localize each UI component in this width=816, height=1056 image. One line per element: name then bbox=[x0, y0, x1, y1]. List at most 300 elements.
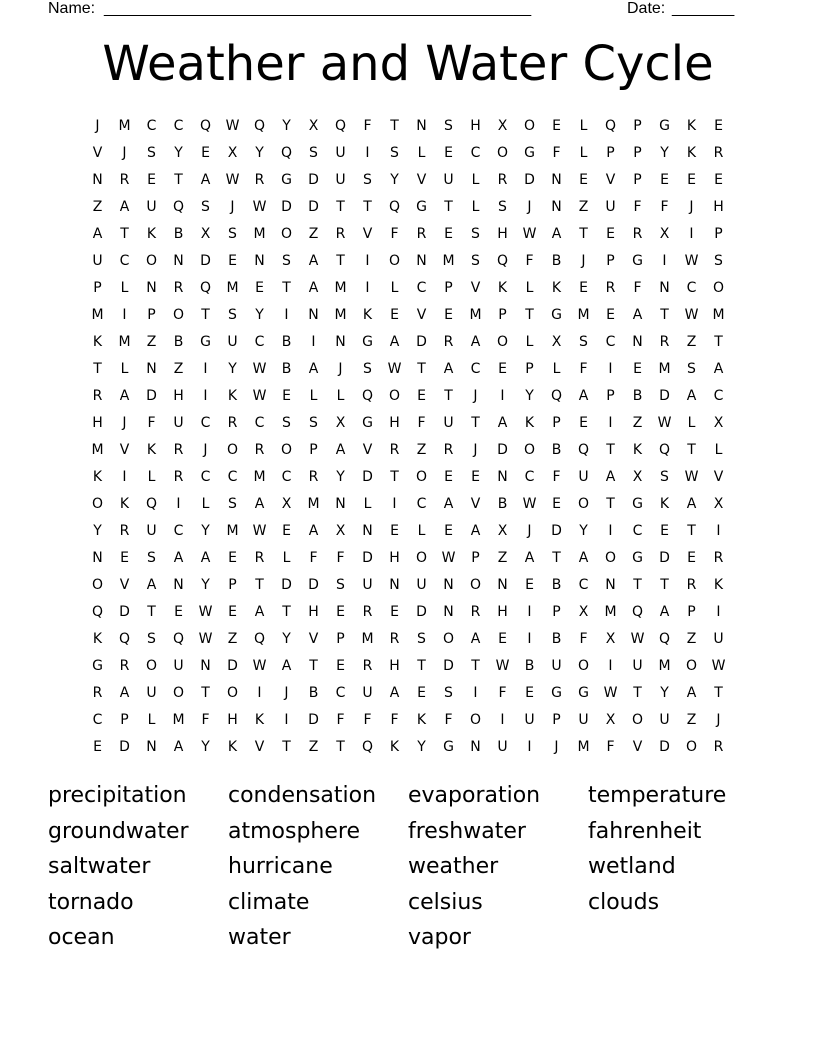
grid-letter: P bbox=[309, 442, 318, 458]
grid-letter: W bbox=[684, 307, 699, 323]
grid-letter: M bbox=[658, 658, 671, 674]
grid-letter: E bbox=[579, 172, 588, 188]
grid-letter: G bbox=[659, 118, 670, 134]
grid-letter: K bbox=[524, 415, 535, 431]
grid-letter: P bbox=[633, 118, 642, 134]
grid-letter: E bbox=[606, 226, 615, 242]
grid-letter: L bbox=[390, 280, 399, 296]
grid-letter: P bbox=[606, 145, 615, 161]
grid-letter: E bbox=[444, 145, 453, 161]
grid-letter: N bbox=[443, 604, 454, 620]
grid-letter: V bbox=[470, 496, 481, 512]
grid-letter: E bbox=[714, 172, 723, 188]
grid-letter: D bbox=[308, 172, 319, 188]
word-list-item: groundwater bbox=[48, 818, 189, 844]
grid-row bbox=[84, 680, 732, 707]
grid-letter: Q bbox=[199, 118, 212, 134]
name-line: ________________________________________________ bbox=[104, 0, 532, 17]
grid-letter: C bbox=[578, 577, 589, 593]
grid-letter: T bbox=[633, 577, 642, 593]
grid-letter: W bbox=[198, 631, 213, 647]
grid-letter: R bbox=[443, 442, 454, 458]
grid-letter: V bbox=[605, 172, 616, 188]
grid-letter: U bbox=[578, 469, 589, 485]
grid-letter: S bbox=[444, 685, 453, 701]
grid-letter: B bbox=[524, 658, 535, 674]
grid-letter: E bbox=[579, 280, 588, 296]
grid-letter: H bbox=[389, 550, 400, 566]
grid-letter: U bbox=[173, 415, 184, 431]
grid-letter: C bbox=[119, 253, 130, 269]
grid-letter: O bbox=[685, 658, 698, 674]
grid-letter: R bbox=[308, 469, 319, 485]
grid-letter: V bbox=[713, 469, 724, 485]
grid-letter: N bbox=[497, 577, 508, 593]
grid-letter: P bbox=[471, 550, 480, 566]
grid-letter: U bbox=[92, 253, 103, 269]
grid-letter: M bbox=[172, 712, 185, 728]
grid-letter: I bbox=[608, 658, 613, 674]
grid-letter: K bbox=[416, 712, 427, 728]
grid-letter: O bbox=[226, 442, 239, 458]
grid-row bbox=[84, 140, 732, 167]
word-list-item: atmosphere bbox=[228, 818, 360, 844]
grid-letter: I bbox=[608, 415, 613, 431]
grid-letter: A bbox=[389, 334, 400, 350]
grid-letter: U bbox=[632, 658, 643, 674]
grid-letter: W bbox=[522, 496, 537, 512]
grid-letter: U bbox=[362, 577, 373, 593]
grid-letter: D bbox=[362, 550, 373, 566]
grid-letter: I bbox=[203, 388, 208, 404]
grid-letter: I bbox=[392, 496, 397, 512]
grid-letter: P bbox=[552, 415, 561, 431]
grid-letter: W bbox=[495, 658, 510, 674]
grid-letter: N bbox=[335, 496, 346, 512]
grid-letter: V bbox=[119, 442, 130, 458]
grid-letter: E bbox=[120, 550, 129, 566]
grid-letter: J bbox=[284, 685, 289, 701]
grid-letter: M bbox=[469, 307, 482, 323]
grid-letter: B bbox=[281, 361, 292, 377]
grid-letter: E bbox=[147, 172, 156, 188]
grid-letter: O bbox=[145, 253, 158, 269]
grid-letter: X bbox=[497, 523, 508, 539]
grid-letter: V bbox=[92, 145, 103, 161]
grid-letter: O bbox=[388, 388, 401, 404]
grid-letter: H bbox=[92, 415, 103, 431]
grid-letter: O bbox=[631, 712, 644, 728]
grid-letter: T bbox=[309, 658, 318, 674]
grid-letter: N bbox=[146, 739, 157, 755]
grid-letter: E bbox=[336, 658, 345, 674]
grid-letter: I bbox=[257, 685, 262, 701]
grid-letter: U bbox=[659, 712, 670, 728]
grid-letter: G bbox=[416, 199, 427, 215]
grid-letter: Q bbox=[253, 631, 266, 647]
grid-letter: U bbox=[605, 199, 616, 215]
grid-letter: B bbox=[173, 334, 184, 350]
grid-letter: Y bbox=[282, 631, 291, 647]
grid-letter: A bbox=[443, 361, 454, 377]
grid-letter: P bbox=[633, 145, 642, 161]
grid-letter: G bbox=[281, 172, 292, 188]
grid-row bbox=[84, 167, 732, 194]
grid-letter: G bbox=[551, 685, 562, 701]
grid-letter: X bbox=[713, 496, 724, 512]
grid-letter: P bbox=[552, 712, 561, 728]
grid-letter: L bbox=[201, 496, 210, 512]
grid-letter: I bbox=[716, 604, 721, 620]
grid-letter: M bbox=[226, 523, 239, 539]
grid-letter: A bbox=[173, 739, 184, 755]
grid-letter: U bbox=[443, 172, 454, 188]
grid-letter: M bbox=[442, 253, 455, 269]
grid-letter: R bbox=[389, 442, 400, 458]
grid-letter: R bbox=[659, 334, 670, 350]
grid-letter: H bbox=[497, 604, 508, 620]
grid-letter: E bbox=[660, 172, 669, 188]
grid-letter: G bbox=[92, 658, 103, 674]
grid-letter: R bbox=[632, 226, 643, 242]
grid-letter: U bbox=[578, 712, 589, 728]
grid-letter: T bbox=[444, 388, 453, 404]
grid-letter: Y bbox=[417, 739, 426, 755]
grid-letter: Z bbox=[578, 199, 589, 215]
letter-grid bbox=[84, 113, 732, 761]
grid-letter: C bbox=[254, 334, 265, 350]
grid-letter: B bbox=[551, 577, 562, 593]
grid-letter: T bbox=[660, 307, 669, 323]
grid-letter: X bbox=[632, 469, 643, 485]
grid-letter: M bbox=[334, 307, 347, 323]
grid-letter: N bbox=[92, 172, 103, 188]
grid-letter: L bbox=[120, 280, 129, 296]
grid-letter: W bbox=[684, 253, 699, 269]
grid-letter: M bbox=[118, 118, 131, 134]
grid-letter: K bbox=[659, 496, 670, 512]
grid-letter: C bbox=[200, 415, 211, 431]
grid-letter: F bbox=[390, 226, 399, 242]
grid-letter: C bbox=[713, 388, 724, 404]
grid-letter: F bbox=[201, 712, 210, 728]
grid-row bbox=[84, 518, 732, 545]
grid-letter: N bbox=[200, 658, 211, 674]
grid-letter: C bbox=[335, 685, 346, 701]
grid-letter: J bbox=[689, 199, 694, 215]
grid-row bbox=[84, 599, 732, 626]
word-list-item: condensation bbox=[228, 783, 377, 808]
grid-letter: W bbox=[522, 226, 537, 242]
grid-letter: M bbox=[226, 280, 239, 296]
grid-letter: H bbox=[389, 415, 400, 431]
grid-letter: E bbox=[444, 307, 453, 323]
grid-letter: Y bbox=[660, 685, 669, 701]
grid-letter: J bbox=[473, 388, 478, 404]
grid-letter: A bbox=[254, 604, 265, 620]
grid-letter: R bbox=[470, 604, 481, 620]
grid-letter: J bbox=[527, 523, 532, 539]
grid-letter: W bbox=[252, 199, 267, 215]
grid-letter: V bbox=[254, 739, 265, 755]
word-list-item: hurricane bbox=[228, 854, 333, 879]
grid-letter: M bbox=[658, 361, 671, 377]
grid-row bbox=[84, 491, 732, 518]
grid-letter: D bbox=[659, 550, 670, 566]
grid-letter: J bbox=[554, 739, 559, 755]
grid-letter: F bbox=[606, 739, 615, 755]
grid-letter: R bbox=[92, 685, 103, 701]
grid-letter: F bbox=[444, 712, 453, 728]
grid-letter: R bbox=[443, 334, 454, 350]
grid-letter: D bbox=[443, 658, 454, 674]
grid-letter: D bbox=[308, 577, 319, 593]
grid-letter: F bbox=[633, 199, 642, 215]
grid-letter: E bbox=[552, 496, 561, 512]
word-list-item: water bbox=[228, 925, 291, 950]
grid-letter: I bbox=[203, 361, 208, 377]
grid-letter: L bbox=[525, 280, 534, 296]
grid-letter: S bbox=[336, 577, 345, 593]
grid-letter: E bbox=[687, 172, 696, 188]
grid-letter: Y bbox=[282, 118, 291, 134]
grid-letter: O bbox=[91, 496, 104, 512]
grid-row bbox=[84, 221, 732, 248]
grid-letter: F bbox=[309, 550, 318, 566]
grid-letter: L bbox=[309, 388, 318, 404]
grid-letter: L bbox=[579, 118, 588, 134]
grid-letter: T bbox=[687, 523, 696, 539]
grid-letter: Y bbox=[255, 145, 264, 161]
grid-letter: R bbox=[362, 604, 373, 620]
grid-letter: D bbox=[524, 172, 535, 188]
grid-letter: Q bbox=[91, 604, 104, 620]
grid-letter: F bbox=[552, 145, 561, 161]
grid-letter: X bbox=[578, 604, 589, 620]
grid-letter: U bbox=[362, 685, 373, 701]
grid-letter: O bbox=[172, 307, 185, 323]
grid-letter: T bbox=[174, 172, 183, 188]
grid-letter: G bbox=[632, 496, 643, 512]
grid-letter: L bbox=[120, 361, 129, 377]
grid-row bbox=[84, 437, 732, 464]
grid-letter: I bbox=[365, 145, 370, 161]
grid-letter: Z bbox=[686, 631, 697, 647]
grid-letter: I bbox=[365, 280, 370, 296]
grid-letter: F bbox=[579, 361, 588, 377]
grid-letter: U bbox=[713, 631, 724, 647]
grid-letter: Z bbox=[173, 361, 184, 377]
grid-letter: I bbox=[527, 604, 532, 620]
grid-letter: S bbox=[282, 253, 291, 269]
grid-letter: U bbox=[551, 658, 562, 674]
grid-letter: C bbox=[281, 469, 292, 485]
grid-letter: K bbox=[146, 442, 157, 458]
grid-letter: G bbox=[578, 685, 589, 701]
grid-letter: T bbox=[390, 118, 399, 134]
grid-letter: H bbox=[470, 118, 481, 134]
grid-letter: C bbox=[173, 118, 184, 134]
grid-letter: J bbox=[338, 361, 343, 377]
grid-letter: X bbox=[713, 415, 724, 431]
grid-letter: A bbox=[308, 280, 319, 296]
grid-letter: P bbox=[120, 712, 129, 728]
grid-letter: A bbox=[497, 415, 508, 431]
grid-row bbox=[84, 113, 732, 140]
grid-letter: C bbox=[605, 334, 616, 350]
grid-letter: A bbox=[389, 685, 400, 701]
grid-letter: S bbox=[444, 118, 453, 134]
grid-letter: Q bbox=[658, 442, 671, 458]
grid-letter: O bbox=[604, 550, 617, 566]
grid-letter: S bbox=[201, 199, 210, 215]
grid-letter: U bbox=[173, 658, 184, 674]
grid-letter: Z bbox=[686, 334, 697, 350]
grid-letter: O bbox=[577, 496, 590, 512]
grid-letter: D bbox=[119, 739, 130, 755]
grid-letter: N bbox=[551, 199, 562, 215]
grid-letter: L bbox=[336, 388, 345, 404]
grid-letter: E bbox=[552, 118, 561, 134]
grid-letter: J bbox=[95, 118, 100, 134]
grid-letter: V bbox=[416, 307, 427, 323]
grid-letter: L bbox=[417, 145, 426, 161]
grid-letter: U bbox=[227, 334, 238, 350]
word-list-item: ocean bbox=[48, 925, 115, 950]
grid-letter: P bbox=[606, 253, 615, 269]
grid-letter: L bbox=[363, 496, 372, 512]
grid-letter: Z bbox=[308, 739, 319, 755]
grid-letter: T bbox=[660, 577, 669, 593]
grid-letter: J bbox=[716, 712, 721, 728]
grid-letter: Q bbox=[361, 388, 374, 404]
grid-letter: D bbox=[362, 469, 373, 485]
grid-letter: E bbox=[282, 388, 291, 404]
grid-letter: V bbox=[119, 577, 130, 593]
grid-letter: L bbox=[525, 334, 534, 350]
grid-letter: W bbox=[387, 361, 402, 377]
word-list-item: saltwater bbox=[48, 854, 151, 879]
grid-letter: S bbox=[471, 226, 480, 242]
grid-letter: T bbox=[201, 307, 210, 323]
grid-letter: F bbox=[498, 685, 507, 701]
grid-letter: A bbox=[686, 496, 697, 512]
grid-letter: C bbox=[416, 496, 427, 512]
grid-letter: N bbox=[173, 253, 184, 269]
grid-letter: X bbox=[605, 631, 616, 647]
grid-letter: B bbox=[551, 442, 562, 458]
grid-letter: M bbox=[253, 469, 266, 485]
grid-letter: F bbox=[363, 712, 372, 728]
grid-letter: E bbox=[336, 604, 345, 620]
grid-letter: F bbox=[417, 415, 426, 431]
grid-letter: V bbox=[416, 172, 427, 188]
word-list-item: temperature bbox=[588, 783, 727, 808]
grid-letter: A bbox=[470, 631, 481, 647]
grid-letter: A bbox=[713, 361, 724, 377]
grid-letter: I bbox=[500, 388, 505, 404]
grid-letter: Q bbox=[631, 604, 644, 620]
grid-letter: V bbox=[470, 280, 481, 296]
grid-letter: T bbox=[336, 253, 345, 269]
grid-letter: Y bbox=[201, 739, 210, 755]
grid-row bbox=[84, 410, 732, 437]
grid-letter: N bbox=[416, 118, 427, 134]
grid-letter: M bbox=[361, 631, 374, 647]
grid-letter: F bbox=[579, 631, 588, 647]
grid-row bbox=[84, 248, 732, 275]
grid-row bbox=[84, 572, 732, 599]
grid-letter: U bbox=[443, 415, 454, 431]
grid-letter: T bbox=[714, 334, 723, 350]
grid-letter: V bbox=[362, 226, 373, 242]
grid-row bbox=[84, 356, 732, 383]
grid-letter: R bbox=[605, 280, 616, 296]
word-list bbox=[48, 778, 788, 956]
grid-letter: T bbox=[147, 604, 156, 620]
grid-letter: E bbox=[228, 253, 237, 269]
grid-letter: C bbox=[470, 361, 481, 377]
grid-letter: V bbox=[308, 631, 319, 647]
grid-letter: X bbox=[605, 712, 616, 728]
grid-letter: E bbox=[390, 307, 399, 323]
grid-letter: N bbox=[146, 280, 157, 296]
grid-letter: A bbox=[200, 550, 211, 566]
grid-letter: P bbox=[147, 307, 156, 323]
grid-letter: C bbox=[416, 280, 427, 296]
grid-letter: E bbox=[93, 739, 102, 755]
grid-letter: H bbox=[308, 604, 319, 620]
grid-letter: F bbox=[336, 550, 345, 566]
grid-letter: Q bbox=[550, 388, 563, 404]
grid-letter: Q bbox=[280, 145, 293, 161]
grid-letter: A bbox=[119, 199, 130, 215]
grid-letter: C bbox=[92, 712, 103, 728]
grid-row bbox=[84, 383, 732, 410]
grid-letter: N bbox=[659, 280, 670, 296]
grid-letter: X bbox=[497, 118, 508, 134]
grid-letter: Q bbox=[496, 253, 509, 269]
grid-letter: B bbox=[497, 496, 508, 512]
word-list-item: celsius bbox=[408, 889, 483, 915]
grid-letter: D bbox=[659, 388, 670, 404]
grid-letter: E bbox=[228, 604, 237, 620]
grid-letter: N bbox=[443, 577, 454, 593]
grid-letter: O bbox=[523, 442, 536, 458]
grid-letter: R bbox=[254, 550, 265, 566]
grid-letter: Z bbox=[686, 712, 697, 728]
grid-letter: T bbox=[201, 685, 210, 701]
grid-letter: L bbox=[714, 442, 723, 458]
grid-letter: T bbox=[93, 361, 102, 377]
grid-letter: S bbox=[147, 145, 156, 161]
grid-letter: W bbox=[252, 658, 267, 674]
grid-letter: O bbox=[415, 469, 428, 485]
grid-letter: H bbox=[173, 388, 184, 404]
grid-letter: R bbox=[173, 442, 184, 458]
grid-letter: C bbox=[227, 469, 238, 485]
grid-letter: K bbox=[632, 442, 643, 458]
grid-letter: G bbox=[362, 334, 373, 350]
grid-letter: T bbox=[444, 199, 453, 215]
grid-letter: Q bbox=[172, 199, 185, 215]
grid-letter: M bbox=[91, 442, 104, 458]
grid-letter: R bbox=[713, 739, 724, 755]
grid-letter: T bbox=[336, 739, 345, 755]
grid-letter: S bbox=[282, 415, 291, 431]
grid-letter: L bbox=[282, 550, 291, 566]
grid-letter: Q bbox=[388, 199, 401, 215]
